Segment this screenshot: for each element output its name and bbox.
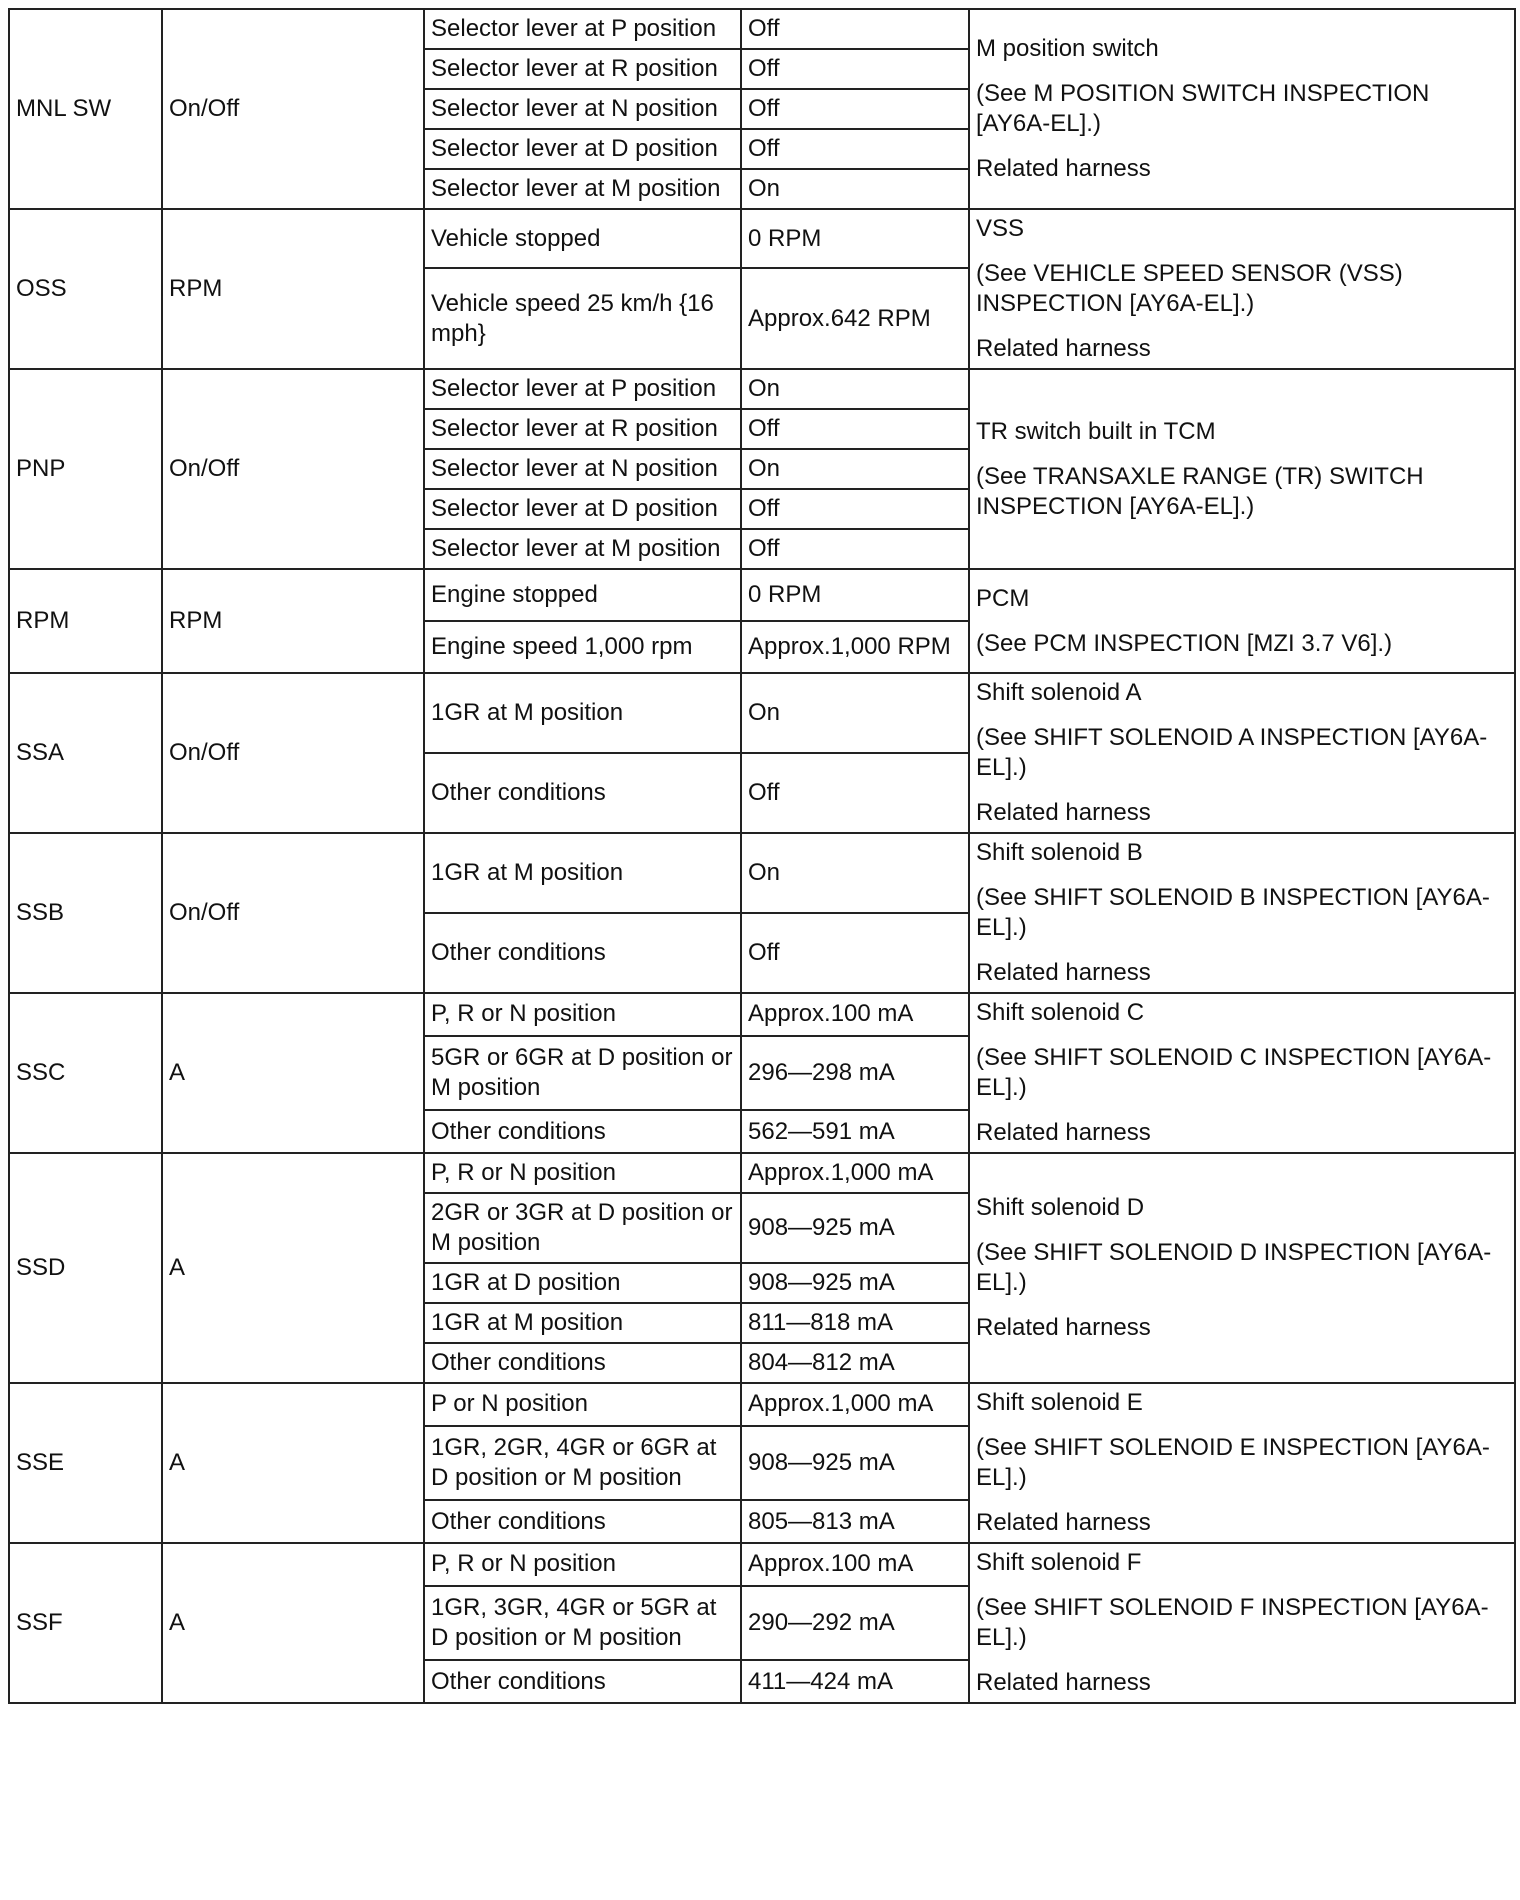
condition-cell: P, R or N position: [424, 1543, 741, 1586]
condition-cell: Selector lever at D position: [424, 489, 741, 529]
specification-cell: 908—925 mA: [741, 1263, 969, 1303]
specification-cell: Off: [741, 129, 969, 169]
specification-cell: Off: [741, 89, 969, 129]
specification-cell: Approx.100 mA: [741, 1543, 969, 1586]
action-text: Related harness: [976, 1669, 1151, 1696]
action-bullet-item: [976, 1193, 1508, 1223]
action-text: M position switch: [976, 35, 1159, 62]
action-bullet-item: [976, 417, 1508, 447]
action-bullet-item: [976, 1548, 1508, 1578]
condition-cell: 1GR at D position: [424, 1263, 741, 1303]
action-cell: [969, 369, 1515, 569]
specification-cell: Off: [741, 409, 969, 449]
specification-cell: 296—298 mA: [741, 1036, 969, 1111]
action-bullet-item: [976, 838, 1508, 868]
action-bullet-item: [976, 1388, 1508, 1418]
table-row: [9, 369, 1515, 409]
unit-cell: On/Off: [162, 369, 424, 569]
monitor-spec-table: [8, 8, 1516, 1704]
unit-cell: RPM: [162, 209, 424, 369]
specification-cell: 804—812 mA: [741, 1343, 969, 1383]
action-cell: [969, 673, 1515, 833]
monitor-item-cell: SSA: [9, 673, 162, 833]
monitor-item-cell: PNP: [9, 369, 162, 569]
table-body: [9, 9, 1515, 1703]
action-text: Shift solenoid C: [976, 999, 1145, 1026]
specification-cell: On: [741, 169, 969, 209]
specification-cell: 0 RPM: [741, 569, 969, 621]
action-bullet-item: [976, 958, 1508, 988]
table-row: [9, 993, 1515, 1036]
specification-cell: Off: [741, 9, 969, 49]
specification-cell: Approx.642 RPM: [741, 268, 969, 369]
table-row: [9, 9, 1515, 49]
specification-cell: 290—292 mA: [741, 1586, 969, 1661]
condition-cell: Selector lever at R position: [424, 409, 741, 449]
condition-cell: P, R or N position: [424, 993, 741, 1036]
specification-cell: Approx.1,000 mA: [741, 1153, 969, 1193]
condition-cell: Other conditions: [424, 1500, 741, 1543]
action-text: Shift solenoid B: [976, 839, 1143, 866]
inspection-reference: [976, 883, 1508, 943]
condition-cell: Engine stopped: [424, 569, 741, 621]
action-bullet-item: [976, 998, 1508, 1028]
action-cell: [969, 1543, 1515, 1703]
action-text: Related harness: [976, 335, 1151, 362]
table-row: [9, 209, 1515, 268]
action-bullet-item: [976, 154, 1508, 184]
condition-cell: 5GR or 6GR at D position or M position: [424, 1036, 741, 1111]
inspection-reference: [976, 723, 1508, 783]
condition-cell: Other conditions: [424, 913, 741, 993]
table-row: [9, 1153, 1515, 1193]
action-bullet-item: [976, 1668, 1508, 1698]
specification-cell: Off: [741, 529, 969, 569]
specification-cell: 908—925 mA: [741, 1426, 969, 1501]
unit-cell: RPM: [162, 569, 424, 673]
monitor-item-cell: SSB: [9, 833, 162, 993]
action-cell: [969, 993, 1515, 1153]
condition-cell: 2GR or 3GR at D position or M position: [424, 1193, 741, 1263]
action-text: TR switch built in TCM: [976, 417, 1216, 445]
action-text: (See PCM INSPECTION [MZI 3.7 V6].): [976, 629, 1393, 657]
action-text: (See SHIFT SOLENOID B INSPECTION [AY6A-EL].): [976, 884, 1490, 941]
action-text: Shift solenoid F: [976, 1549, 1142, 1576]
condition-cell: Other conditions: [424, 1660, 741, 1703]
condition-cell: Selector lever at N position: [424, 449, 741, 489]
action-text: (See TRANSAXLE RANGE (TR) SWITCH INSPECTION [AY6A-EL].): [976, 462, 1424, 520]
action-cell: [969, 209, 1515, 369]
inspection-reference: [976, 1593, 1508, 1653]
action-bullet-item: [976, 1313, 1508, 1343]
condition-cell: 1GR at M position: [424, 833, 741, 913]
specification-cell: Approx.1,000 RPM: [741, 621, 969, 673]
specification-cell: Approx.100 mA: [741, 993, 969, 1036]
action-text: (See SHIFT SOLENOID E INSPECTION [AY6A-EL].): [976, 1434, 1490, 1491]
action-bullet-item: [976, 678, 1508, 708]
specification-cell: Off: [741, 913, 969, 993]
condition-cell: 1GR, 2GR, 4GR or 6GR at D position or M position: [424, 1426, 741, 1501]
specification-cell: 411—424 mA: [741, 1660, 969, 1703]
condition-cell: Selector lever at P position: [424, 369, 741, 409]
action-text: Related harness: [976, 1119, 1151, 1146]
action-text: Shift solenoid D: [976, 1194, 1145, 1221]
action-text: (See SHIFT SOLENOID A INSPECTION [AY6A-EL].): [976, 724, 1488, 781]
condition-cell: Vehicle speed 25 km/h {16 mph}: [424, 268, 741, 369]
condition-cell: Selector lever at M position: [424, 529, 741, 569]
condition-cell: Selector lever at N position: [424, 89, 741, 129]
action-text: (See VEHICLE SPEED SENSOR (VSS) INSPECTION [AY6A-EL].): [976, 260, 1403, 317]
unit-cell: A: [162, 1383, 424, 1543]
inspection-reference: [976, 79, 1508, 139]
inspection-reference: [976, 629, 1508, 659]
action-cell: [969, 9, 1515, 209]
specification-cell: 562—591 mA: [741, 1110, 969, 1153]
monitor-item-cell: SSC: [9, 993, 162, 1153]
monitor-item-cell: SSE: [9, 1383, 162, 1543]
unit-cell: On/Off: [162, 673, 424, 833]
action-cell: [969, 1383, 1515, 1543]
unit-cell: On/Off: [162, 9, 424, 209]
action-text: Related harness: [976, 959, 1151, 986]
action-bullet-item: [976, 584, 1508, 614]
action-bullet-item: [976, 1508, 1508, 1538]
unit-cell: On/Off: [162, 833, 424, 993]
specification-cell: 0 RPM: [741, 209, 969, 268]
action-text: (See SHIFT SOLENOID F INSPECTION [AY6A-EL].): [976, 1594, 1489, 1651]
condition-cell: Selector lever at D position: [424, 129, 741, 169]
action-text: VSS: [976, 215, 1025, 242]
unit-cell: A: [162, 1153, 424, 1383]
condition-cell: P, R or N position: [424, 1153, 741, 1193]
action-text: PCM: [976, 584, 1030, 612]
monitor-item-cell: RPM: [9, 569, 162, 673]
specification-cell: 805—813 mA: [741, 1500, 969, 1543]
inspection-reference: [976, 1433, 1508, 1493]
inspection-reference: [976, 462, 1508, 522]
unit-cell: A: [162, 1543, 424, 1703]
condition-cell: 1GR at M position: [424, 1303, 741, 1343]
specification-cell: Approx.1,000 mA: [741, 1383, 969, 1426]
specification-cell: On: [741, 449, 969, 489]
condition-cell: Other conditions: [424, 753, 741, 833]
action-text: Related harness: [976, 1314, 1151, 1341]
condition-cell: Selector lever at R position: [424, 49, 741, 89]
condition-cell: Other conditions: [424, 1343, 741, 1383]
table-row: [9, 1543, 1515, 1586]
condition-cell: 1GR, 3GR, 4GR or 5GR at D position or M position: [424, 1586, 741, 1661]
specification-cell: On: [741, 833, 969, 913]
inspection-reference: [976, 1238, 1508, 1298]
specification-cell: Off: [741, 753, 969, 833]
table-row: [9, 1383, 1515, 1426]
condition-cell: Selector lever at M position: [424, 169, 741, 209]
action-cell: [969, 833, 1515, 993]
specification-cell: Off: [741, 49, 969, 89]
action-bullet-item: [976, 1118, 1508, 1148]
action-bullet-item: [976, 34, 1508, 64]
condition-cell: Other conditions: [424, 1110, 741, 1153]
action-text: (See SHIFT SOLENOID C INSPECTION [AY6A-EL].): [976, 1044, 1492, 1101]
action-text: Related harness: [976, 799, 1151, 826]
action-text: Shift solenoid A: [976, 679, 1142, 706]
condition-cell: 1GR at M position: [424, 673, 741, 753]
condition-cell: Selector lever at P position: [424, 9, 741, 49]
condition-cell: Engine speed 1,000 rpm: [424, 621, 741, 673]
specification-cell: On: [741, 369, 969, 409]
inspection-reference: [976, 259, 1508, 319]
action-bullet-item: [976, 798, 1508, 828]
unit-cell: A: [162, 993, 424, 1153]
table-row: [9, 833, 1515, 913]
action-cell: [969, 1153, 1515, 1383]
action-bullet-item: [976, 334, 1508, 364]
monitor-item-cell: SSD: [9, 1153, 162, 1383]
action-text: (See SHIFT SOLENOID D INSPECTION [AY6A-EL].): [976, 1239, 1492, 1296]
action-bullet-item: [976, 214, 1508, 244]
action-text: Related harness: [976, 1509, 1151, 1536]
monitor-item-cell: SSF: [9, 1543, 162, 1703]
specification-cell: 908—925 mA: [741, 1193, 969, 1263]
monitor-item-cell: MNL SW: [9, 9, 162, 209]
condition-cell: P or N position: [424, 1383, 741, 1426]
monitor-item-cell: OSS: [9, 209, 162, 369]
specification-cell: On: [741, 673, 969, 753]
action-text: Shift solenoid E: [976, 1389, 1143, 1416]
specification-cell: 811—818 mA: [741, 1303, 969, 1343]
action-text: Related harness: [976, 155, 1151, 182]
inspection-reference: [976, 1043, 1508, 1103]
action-text: (See M POSITION SWITCH INSPECTION [AY6A-EL].): [976, 80, 1430, 137]
specification-cell: Off: [741, 489, 969, 529]
condition-cell: Vehicle stopped: [424, 209, 741, 268]
table-row: [9, 673, 1515, 753]
table-row: [9, 569, 1515, 621]
action-cell: [969, 569, 1515, 673]
